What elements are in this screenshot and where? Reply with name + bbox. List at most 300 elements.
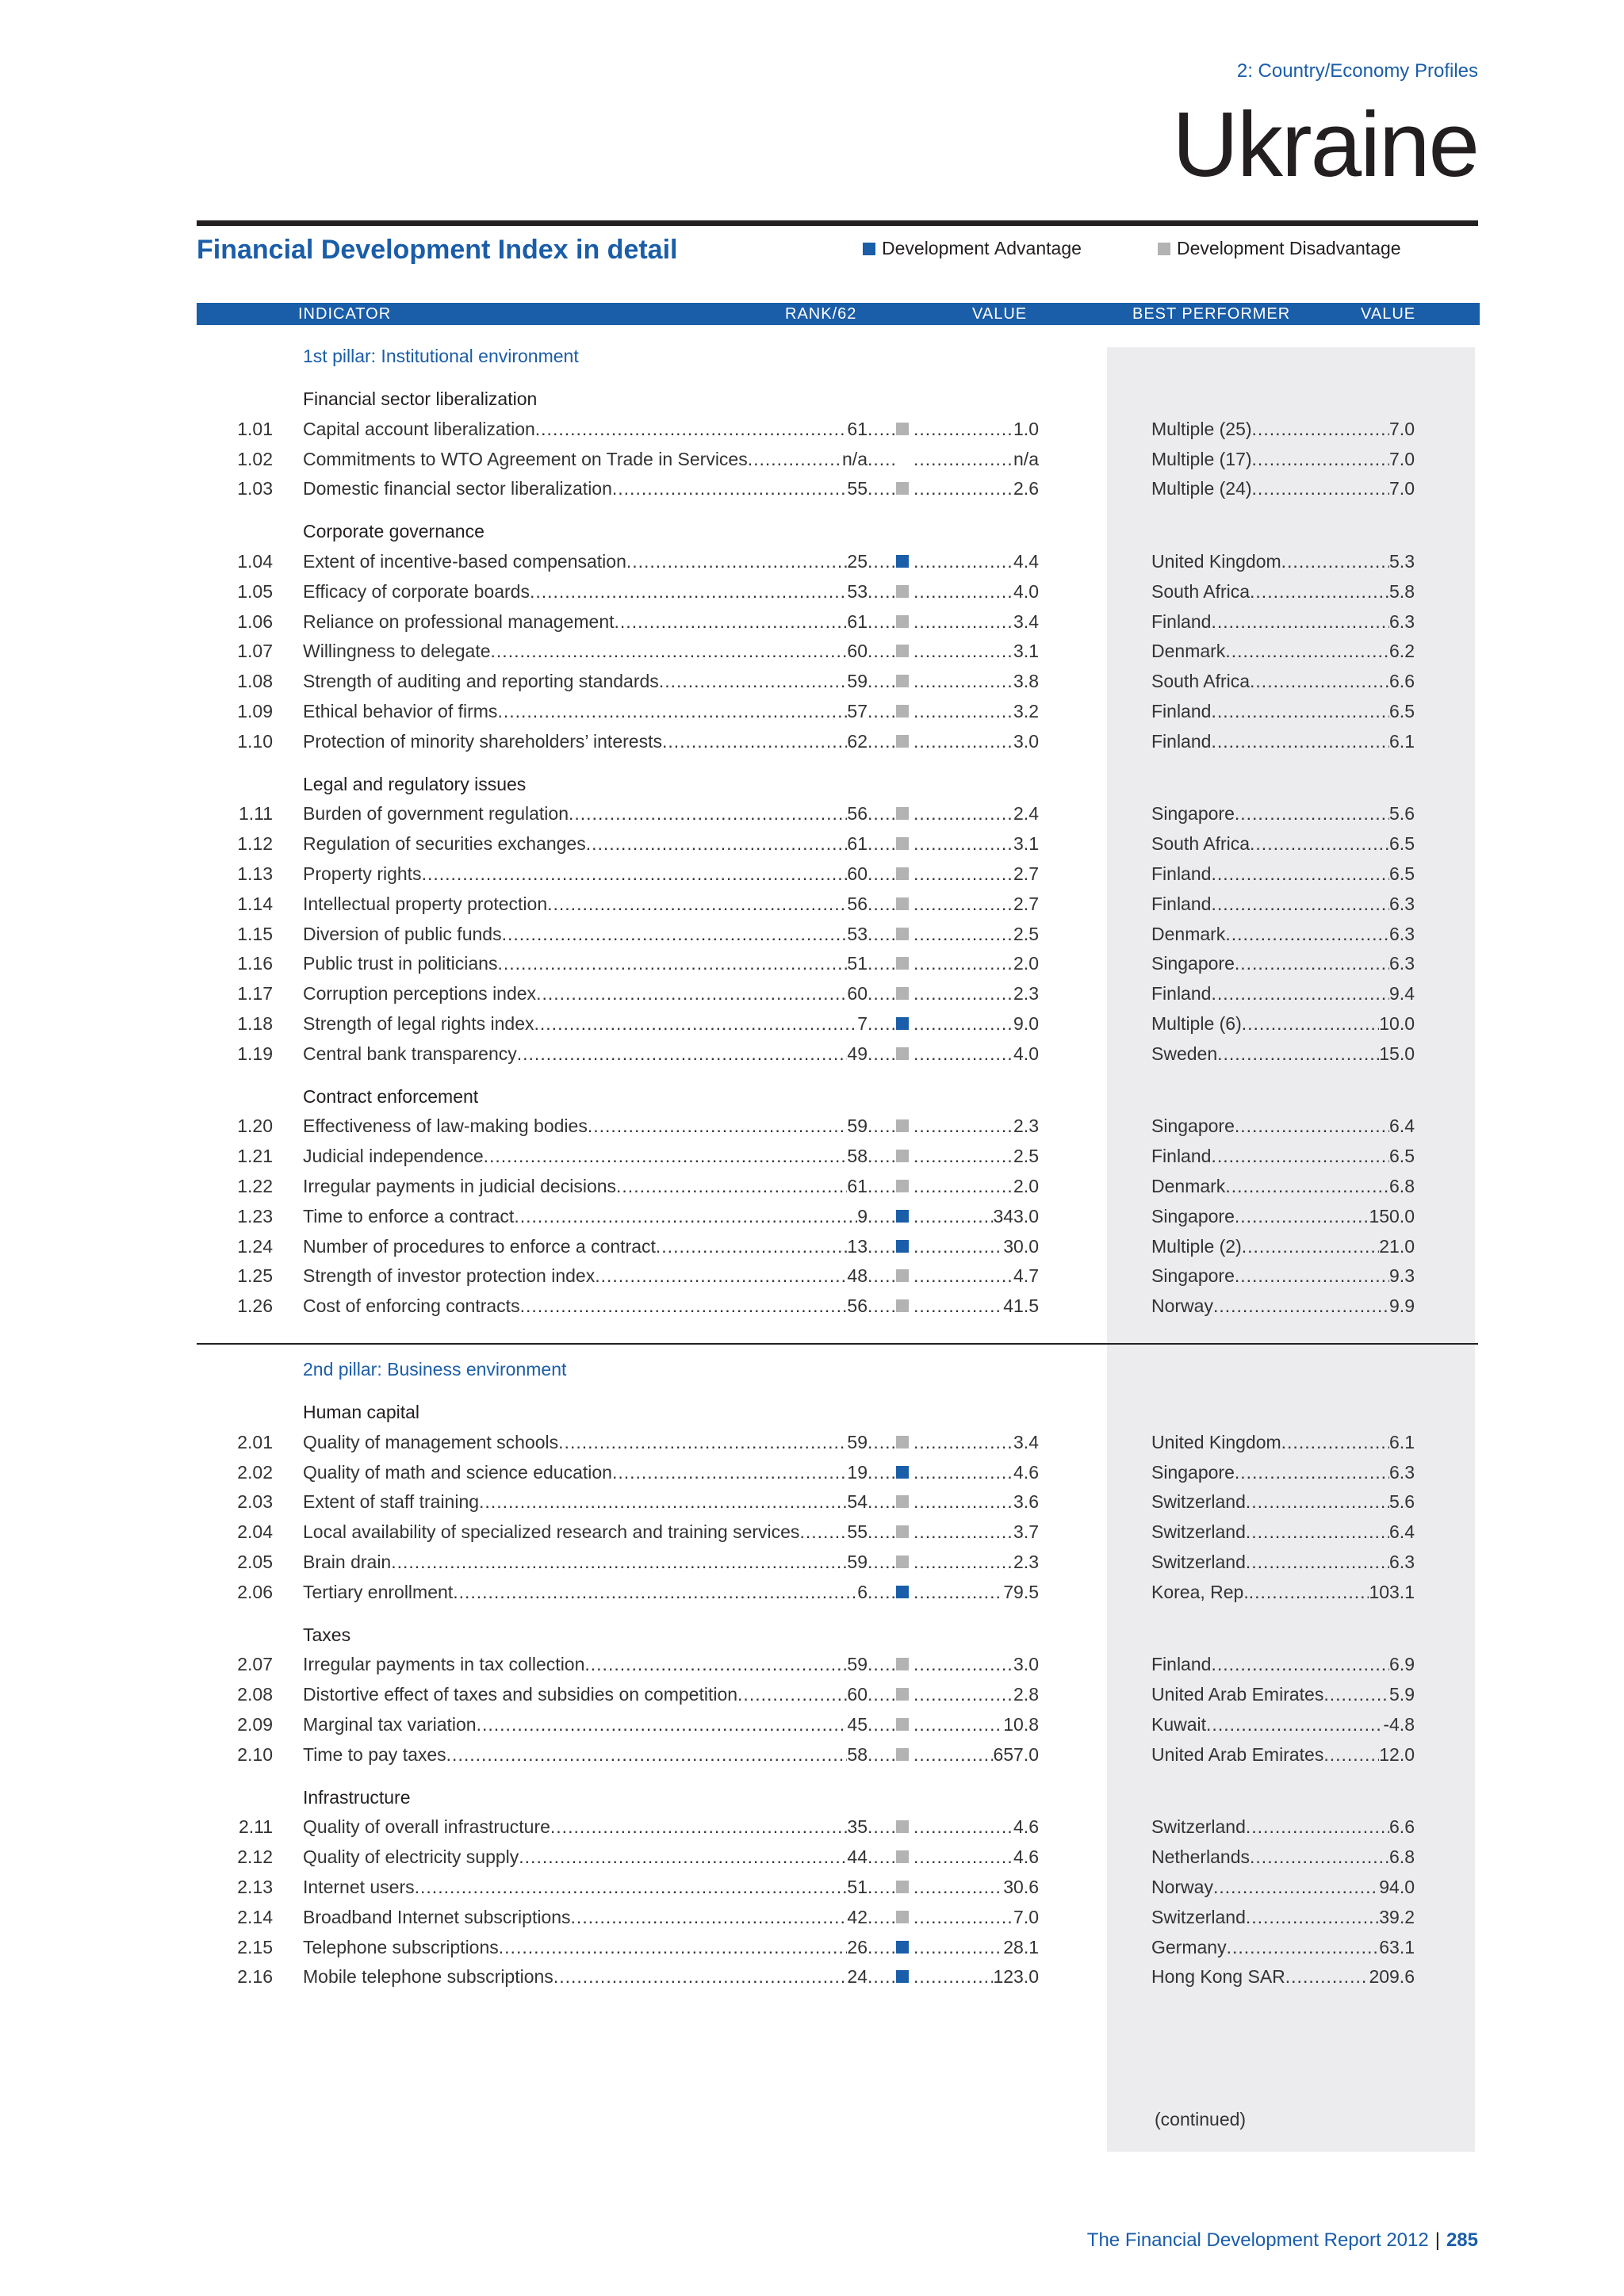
dot-leader [914,1743,993,1766]
table-row [0,549,1624,573]
disadvantage-square-icon [896,1495,909,1508]
dot-leader [1323,1743,1379,1766]
indicator-number: 1.14 [237,893,273,914]
indicator-value: 3.8 [1013,671,1039,692]
best-performer-cell [1151,1550,1415,1574]
dot-leader [868,1204,894,1228]
table-row [0,1234,1624,1258]
value-cell [914,1144,1039,1168]
best-performer-name: Singapore [1151,1461,1235,1483]
indicator-label: Judicial independence [303,1146,484,1167]
disadvantage-square-icon [896,1299,909,1312]
best-performer-name: Switzerland [1151,1552,1246,1572]
dot-leader [1211,610,1389,633]
rank-value: n/a [842,448,868,469]
dot-leader [1225,1174,1389,1198]
best-performer-value: 150.0 [1369,1205,1415,1226]
indicator-value: 3.1 [1013,641,1039,662]
group-heading: Corporate governance [303,521,485,542]
advantage-square-icon [896,1240,909,1253]
best-performer-value: 6.4 [1389,1115,1415,1137]
best-performer-name: Switzerland [1151,1816,1246,1838]
best-performer-value: 15.0 [1379,1043,1415,1064]
indicator-label: Cost of enforcing contracts [303,1295,520,1317]
dot-leader [491,639,848,663]
indicator-label: Irregular payments in judicial decisions [303,1176,617,1196]
indicator-value: 10.8 [1003,1714,1039,1735]
group-heading: Taxes [303,1624,351,1645]
dot-leader [479,1490,847,1513]
dot-leader [914,1294,1003,1318]
dot-leader [659,669,848,693]
dot-leader [868,802,894,825]
dot-leader [477,1712,848,1736]
indicator-value: 2.3 [1013,983,1039,1004]
indicator-label: Quality of electricity supply [303,1846,519,1868]
indicator-number: 1.22 [237,1176,273,1196]
indicator-value: 28.1 [1003,1936,1039,1957]
group-heading: Infrastructure [303,1786,411,1808]
dot-leader [1211,729,1389,753]
best-performer-name: Switzerland [1151,1491,1246,1513]
rank-value: 55 [847,1521,868,1543]
rank-value: 56 [847,1295,868,1317]
indicator-cell [303,1875,868,1899]
best-performer-cell [1151,1490,1415,1513]
dot-leader [1211,699,1389,723]
indicator-number: 2.12 [237,1846,273,1868]
dot-leader [914,417,1013,441]
dot-leader [914,982,1013,1005]
best-performer-value: 5.6 [1389,1491,1415,1513]
best-performer-value: 5.6 [1389,803,1415,825]
dot-leader [1235,951,1389,975]
dot-leader [868,1682,894,1706]
best-performer-cell [1151,1965,1415,1988]
rank-value: 7 [857,1013,868,1034]
indicator-value: 2.7 [1013,863,1039,884]
best-performer-value: 12.0 [1379,1743,1415,1765]
best-performer-name: Multiple (25) [1151,418,1252,439]
pillar-divider [197,1343,1478,1345]
table-row [0,729,1624,753]
indicator-number: 2.14 [237,1906,273,1927]
value-cell [914,476,1039,500]
dot-leader [914,699,1013,723]
top-rule [197,220,1478,226]
indicator-label: Quality of management schools [303,1431,559,1452]
best-performer-value: 39.2 [1379,1906,1415,1927]
table-row [0,892,1624,916]
dot-leader [914,1012,1013,1035]
best-performer-cell [1151,1580,1415,1604]
rank-value: 58 [847,1743,868,1765]
country-title: Ukraine [1172,93,1478,196]
table-row [0,802,1624,825]
dot-leader [1235,1204,1369,1228]
indicator-value: 3.0 [1013,730,1039,752]
advantage-square-icon [896,1970,909,1983]
best-performer-name: Denmark [1151,641,1226,662]
value-cell [914,1012,1039,1035]
rank-value: 51 [847,1877,868,1897]
indicator-label: Public trust in politicians [303,953,498,974]
indicator-number: 1.09 [237,701,273,721]
indicator-label: Distortive effect of taxes and subsidies on competition [303,1684,738,1705]
value-cell [914,1294,1039,1318]
dot-leader [914,951,1013,975]
rank-value: 48 [847,1265,868,1287]
dot-leader [1213,1875,1379,1899]
best-performer-cell [1151,447,1415,471]
value-cell [914,1550,1039,1574]
indicator-cell [303,1743,868,1766]
rank-value: 24 [847,1966,868,1988]
table-row [0,1490,1624,1513]
best-performer-value: 94.0 [1379,1877,1415,1897]
best-performer-cell [1151,639,1415,663]
disadvantage-square-icon [896,1269,909,1282]
dot-leader [868,862,894,886]
indicator-number: 1.07 [237,641,273,662]
indicator-number: 1.21 [237,1146,273,1167]
best-performer-cell [1151,922,1415,946]
dot-leader [1281,1430,1389,1454]
indicator-cell [303,1580,868,1604]
indicator-value: 2.0 [1013,953,1039,974]
indicator-label: Telephone subscriptions [303,1936,499,1957]
table-row [0,1682,1624,1706]
report-title: The Financial Development Report 2012 [1086,2229,1429,2251]
dot-leader [514,1204,857,1228]
indicator-number: 1.24 [237,1235,273,1257]
group-heading: Legal and regulatory issues [303,773,527,794]
dot-leader [612,476,848,500]
group-heading: Human capital [303,1402,420,1422]
dot-leader [868,476,894,500]
indicator-cell [303,1042,868,1066]
best-performer-cell [1151,1520,1415,1544]
best-performer-cell [1151,669,1415,693]
rank-value: 9 [857,1205,868,1226]
indicator-value: 2.5 [1013,923,1039,944]
indicator-cell [303,1520,868,1544]
table-row [0,699,1624,723]
indicator-cell [303,610,868,633]
indicator-cell [303,729,868,753]
dot-leader [868,1935,894,1959]
dot-leader [535,417,848,441]
indicator-value: 3.1 [1013,833,1039,855]
legend-advantage-prefix: Development [882,238,990,258]
indicator-cell [303,639,868,663]
best-performer-value: 6.3 [1389,953,1415,974]
best-performer-name: Netherlands [1151,1846,1251,1868]
indicator-number: 2.15 [237,1936,273,1957]
best-performer-name: United Kingdom [1151,1431,1281,1452]
indicator-number: 2.02 [237,1461,273,1483]
dot-leader [914,1935,1003,1959]
rank-value: 59 [847,1431,868,1452]
best-performer-cell [1151,417,1415,441]
table-row [0,639,1624,663]
indicator-label: Number of procedures to enforce a contract [303,1235,656,1257]
table-row [0,1174,1624,1198]
dot-leader [914,1520,1013,1544]
dot-leader [914,1652,1013,1676]
indicator-value: 3.6 [1013,1491,1039,1513]
dot-leader [1235,1114,1389,1138]
indicator-value: 4.4 [1013,551,1039,572]
indicator-label: Marginal tax variation [303,1714,477,1735]
indicator-number: 1.26 [237,1295,273,1317]
legend-disadvantage-prefix: Development [1177,238,1285,258]
disadvantage-square-icon [896,837,909,850]
value-cell [914,1682,1039,1706]
indicator-number: 2.08 [237,1684,273,1705]
best-performer-name: Multiple (24) [1151,478,1252,499]
indicator-number: 2.16 [237,1966,273,1988]
dot-leader [914,1234,1003,1258]
dot-leader [914,1114,1013,1138]
best-performer-cell [1151,1460,1415,1484]
indicator-number: 1.12 [237,833,273,855]
disadvantage-square-icon [896,482,909,495]
best-performer-value: 9.4 [1389,983,1415,1004]
table-row [0,580,1624,603]
dot-leader [868,699,894,723]
indicator-value: 3.4 [1013,610,1039,632]
best-performer-value: 6.6 [1389,671,1415,692]
indicator-label: Strength of legal rights index [303,1013,534,1034]
value-cell [914,1042,1039,1066]
rank-value: 59 [847,1115,868,1137]
disadvantage-square-icon [896,615,909,628]
rank-value: 60 [847,641,868,662]
best-performer-name: Finland [1151,1146,1212,1167]
indicator-value: 657.0 [993,1743,1039,1765]
best-performer-value: 6.4 [1389,1521,1415,1543]
best-performer-cell [1151,982,1415,1005]
indicator-cell [303,1550,868,1574]
indicator-label: Local availability of specialized research and training services [303,1521,800,1543]
dot-leader [868,1520,894,1544]
best-performer-cell [1151,1430,1415,1454]
value-cell [914,580,1039,603]
dot-leader [914,802,1013,825]
table-row [0,1743,1624,1766]
dot-leader [584,1652,847,1676]
best-performer-name: Germany [1151,1936,1227,1957]
rank-value: 62 [847,730,868,752]
dot-leader [586,832,848,855]
indicator-label: Brain drain [303,1552,392,1572]
best-performer-name: Singapore [1151,1265,1235,1287]
indicator-cell [303,476,868,500]
advantage-square-icon [896,1466,909,1479]
indicator-value: 3.7 [1013,1521,1039,1543]
table-row [0,1935,1624,1959]
rank-value: 61 [847,418,868,439]
page-title: Financial Development Index in detail [197,235,678,265]
disadvantage-square-icon [896,867,909,880]
rank-value: 25 [847,551,868,572]
best-performer-cell [1151,832,1415,855]
dot-leader [868,1012,894,1035]
indicator-label: Ethical behavior of firms [303,701,498,721]
advantage-square-icon [896,1941,909,1954]
value-cell [914,447,1039,471]
dot-leader [914,1460,1013,1484]
indicator-cell [303,892,868,916]
value-cell [914,1490,1039,1513]
rank-value: 61 [847,610,868,632]
indicator-label: Broadband Internet subscriptions [303,1906,571,1927]
dot-leader [1225,639,1389,663]
indicator-number: 2.05 [237,1552,273,1572]
dot-leader [1323,1682,1389,1706]
value-cell [914,1935,1039,1959]
dot-leader [868,1144,894,1168]
indicator-value: 3.0 [1013,1654,1039,1675]
indicator-value: 2.0 [1013,1176,1039,1196]
best-performer-cell [1151,1264,1415,1288]
value-cell [914,1234,1039,1258]
best-performer-value: 6.5 [1389,833,1415,855]
best-performer-value: 6.5 [1389,1146,1415,1167]
indicator-value: 2.5 [1013,1146,1039,1167]
best-performer-cell [1151,1144,1415,1168]
indicator-value: 7.0 [1013,1906,1039,1927]
indicator-cell [303,1264,868,1288]
advantage-square-icon [863,243,875,255]
best-performer-name: Finland [1151,610,1212,632]
value-cell [914,1875,1039,1899]
indicator-cell [303,1845,868,1869]
table-row [0,862,1624,886]
indicator-value: 343.0 [993,1205,1039,1226]
continued-note: (continued) [1155,2109,1247,2130]
indicator-value: 4.0 [1013,580,1039,602]
dot-leader [1227,1935,1380,1959]
dot-leader [517,1042,848,1066]
best-performer-value: 6.2 [1389,641,1415,662]
dot-leader [1206,1712,1383,1736]
disadvantage-square-icon [896,645,909,657]
best-performer-cell [1151,892,1415,916]
best-performer-cell [1151,1682,1415,1706]
value-cell [914,1460,1039,1484]
indicator-cell [303,1204,868,1228]
best-performer-value: 7.0 [1389,448,1415,469]
indicator-value: 123.0 [993,1966,1039,1988]
indicator-cell [303,1460,868,1484]
dot-leader [1242,1234,1379,1258]
indicator-cell [303,447,868,471]
dot-leader [1235,1460,1389,1484]
rank-value: 61 [847,1176,868,1196]
best-performer-name: Singapore [1151,1205,1235,1226]
dot-leader [1225,922,1389,946]
dot-leader [914,1042,1013,1066]
best-performer-cell [1151,1042,1415,1066]
indicator-label: Burden of government regulation [303,803,569,825]
indicator-number: 1.16 [237,953,273,974]
dot-leader [868,1712,894,1736]
disadvantage-square-icon [896,1820,909,1833]
best-performer-value: 209.6 [1369,1966,1415,1988]
table-row [0,1815,1624,1839]
indicator-cell [303,922,868,946]
best-performer-value: 9.9 [1389,1295,1415,1317]
column-header-rank: RANK/62 [785,305,857,323]
dot-leader [868,610,894,633]
dot-leader [1285,1965,1369,1988]
indicator-number: 2.13 [237,1877,273,1897]
indicator-label: Time to enforce a contract [303,1205,515,1226]
dot-leader [662,729,847,753]
value-cell [914,892,1039,916]
best-performer-cell [1151,1845,1415,1869]
best-performer-name: Finland [1151,701,1212,721]
legend-disadvantage-word: Disadvantage [1289,238,1401,258]
indicator-number: 1.19 [237,1043,273,1064]
indicator-number: 1.17 [237,983,273,1004]
indicator-value: 4.6 [1013,1816,1039,1838]
best-performer-name: Denmark [1151,923,1226,944]
best-performer-name: Finland [1151,730,1212,752]
dot-leader [868,1294,894,1318]
dot-leader [547,892,847,916]
disadvantage-square-icon [896,1119,909,1132]
indicator-number: 1.06 [237,610,273,632]
rank-value: 60 [847,983,868,1004]
indicator-cell [303,580,868,603]
indicator-number: 2.11 [238,1816,273,1838]
best-performer-name: Finland [1151,983,1212,1004]
indicator-number: 1.10 [237,730,273,752]
table-row [0,832,1624,855]
best-performer-value: 7.0 [1389,418,1415,439]
best-performer-name: Switzerland [1151,1906,1246,1927]
indicator-label: Extent of incentive-based compensation [303,551,626,572]
indicator-label: Mobile telephone subscriptions [303,1966,553,1988]
table-row [0,1430,1624,1454]
dot-leader [1246,1815,1389,1839]
best-performer-cell [1151,610,1415,633]
table-row [0,1204,1624,1228]
table-row [0,417,1624,441]
rank-value: 42 [847,1906,868,1927]
indicator-label: Domestic financial sector liberalization [303,478,612,499]
dot-leader [569,802,847,825]
column-header-best-value: VALUE [1361,305,1416,323]
best-performer-value: -4.8 [1383,1714,1415,1735]
value-cell [914,802,1039,825]
best-performer-value: 6.1 [1389,730,1415,752]
dot-leader [868,922,894,946]
dot-leader [914,922,1013,946]
table-row [0,951,1624,975]
disadvantage-square-icon [896,1718,909,1731]
value-cell [914,417,1039,441]
disadvantage-square-icon [896,1748,909,1761]
indicator-label: Central bank transparency [303,1043,517,1064]
disadvantage-square-icon [896,1047,909,1060]
dot-leader [914,1430,1013,1454]
best-performer-cell [1151,1294,1415,1318]
dot-leader [588,1114,848,1138]
